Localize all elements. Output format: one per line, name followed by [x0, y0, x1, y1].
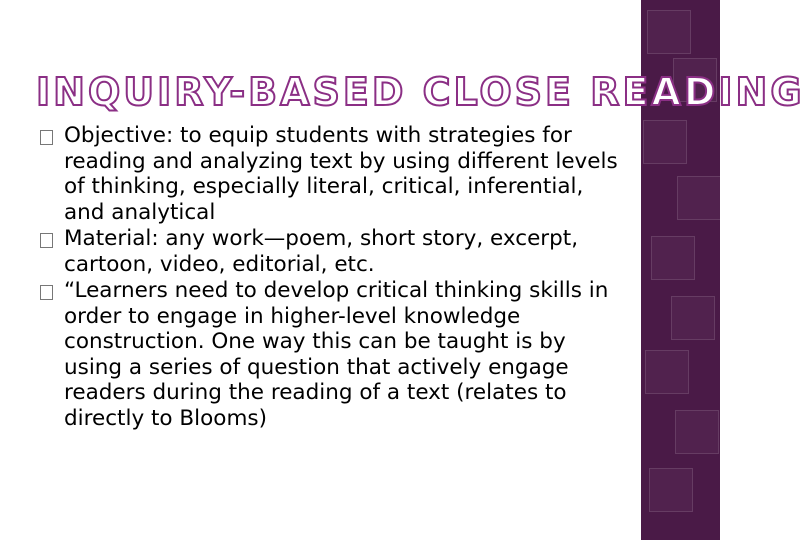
bullet-text: Material: any work—poem, short story, excerpt, cartoon, video, editorial, etc.	[64, 226, 579, 277]
bullet-box-icon	[40, 285, 53, 300]
slide-title: INQUIRY-BASED CLOSE READING	[36, 70, 805, 114]
bullet-text: Objective: to equip students with strategies for reading and analyzing text by using different levels of thinking, especially literal, critical, inferential, and analytical	[64, 123, 618, 225]
bullet-list	[40, 123, 630, 432]
bullet-box-icon	[40, 233, 53, 248]
bullet-text: “Learners need to develop critical thinking skills in order to engage in higher-level knowledge construction. One way this can be taught is by using a series of question that actively engage readers during the reading of a text (relates to directly to Blooms)	[64, 278, 609, 431]
bullet-item-material	[40, 226, 630, 277]
bullet-box-icon	[40, 130, 53, 145]
bullet-item-objective	[40, 123, 630, 225]
bullet-item-quote	[40, 278, 630, 431]
